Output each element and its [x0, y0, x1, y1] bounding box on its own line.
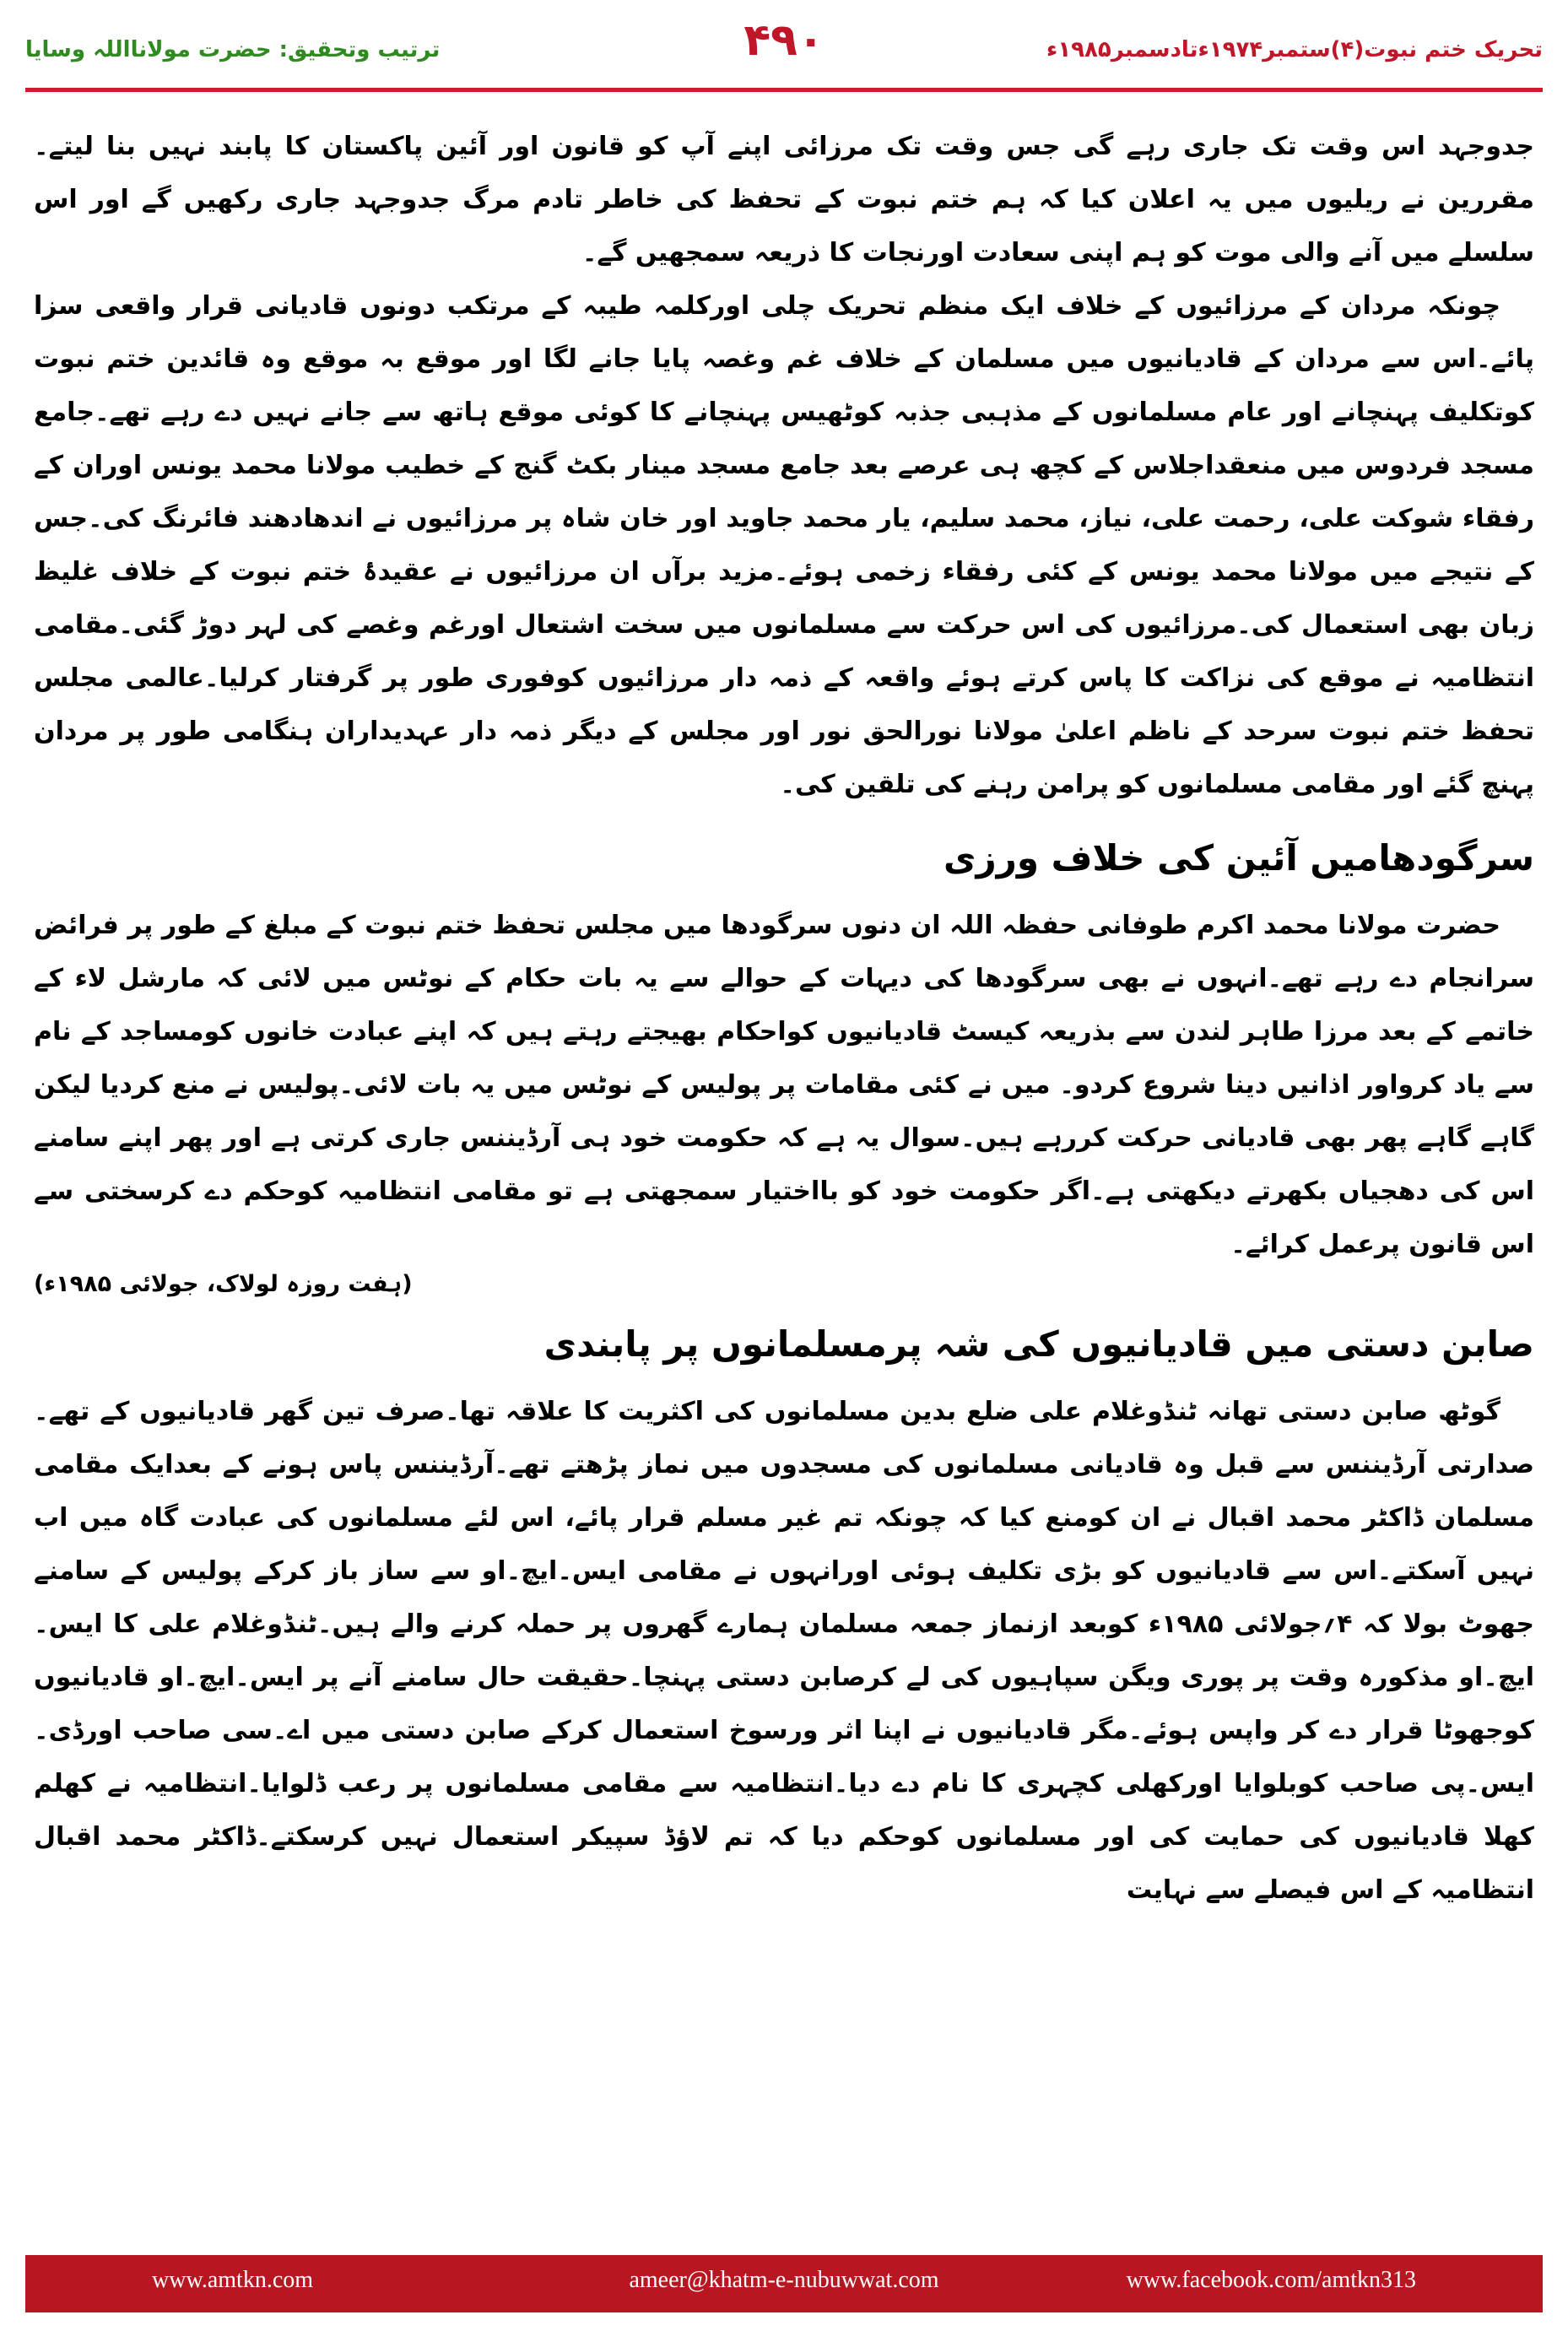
compiler-credit: ترتیب وتحقیق: حضرت مولانااللہ وسایا [25, 37, 441, 62]
paragraph-2: چونکہ مردان کے مرزائیوں کے خلاف ایک منظم تحریک چلی اورکلمہ طیبہ کے مرتکب دونوں قادیانی قرار واقعی سزا پائے۔اس سے مردان کے قادیانیوں میں مسلمان کے خلاف غم وغصہ پایا جانے لگا اور موقع بہ موقع وہ قائدین ختم نبوت کوتکلیف پہنچانے اور عام مسلمانوں کے مذہبی جذبہ کوٹھیس پہنچانے کا کوئی موقع ہاتھ سے جانے نہیں دے رہے تھے۔جامع مسجد فردوس میں منعقداجلاس کے کچھ ہی عرصے بعد جامع مسجد مینار بکٹ گنج کے خطیب مولانا محمد یونس اوران کے رفقاء شوکت علی، رحمت علی، نیاز، محمد سلیم، یار محمد جاوید اور خان شاہ پر مرزائیوں نے اندھادھند فائرنگ کی۔جس کے نتیجے میں مولانا محمد یونس کے کئی رفقاء زخمی ہوئے۔مزید برآں ان مرزائیوں نے عقیدۂ ختم نبوت کے خلاف غلیظ زبان بھی استعمال کی۔مرزائیوں کی اس حرکت سے مسلمانوں میں سخت اشتعال اورغم وغصے کی لہر دوڑ گئی۔مقامی انتظامیہ نے موقع کی نزاکت کا پاس کرتے ہوئے واقعہ کے ذمہ دار مرزائیوں کوفوری طور پر گرفتار کرلیا۔عالمی مجلس تحفظ ختم نبوت سرحد کے ناظم اعلیٰ مولانا نورالحق نور اور مجلس کے دیگر ذمہ دار عہدیداران ہنگامی طور پر مردان پہنچ گئے اور مقامی مسلمانوں کو پرامن رہنے کی تلقین کی۔ [34, 291, 1534, 799]
website-link[interactable]: www.amtkn.com [152, 2267, 314, 2293]
book-title: تحریک ختم نبوت(۴)ستمبر۱۹۷۴ءتادسمبر۱۹۸۵ء [1046, 37, 1543, 62]
page-body [34, 120, 1534, 1917]
page-header [25, 15, 1543, 93]
facebook-link[interactable]: www.facebook.com/amtkn313 [1126, 2267, 1416, 2293]
section-heading-sargodha: سرگودھامیں آئین کی خلاف ورزی [944, 837, 1534, 879]
paragraph-1: جدوجہد اس وقت تک جاری رہے گی جس وقت تک مرزائی اپنے آپ کو قانون اور آئین پاکستان کا پابند نہیں بنا لیتے۔مقررین نے ریلیوں میں یہ اعلان کیا کہ ہم ختم نبوت کے تحفظ کی خاطر تادم مرگ جدوجہد جاری رکھیں گے اور اس سلسلے میں آنے والی موت کو ہم اپنی سعادت اورنجات کا ذریعہ سمجھیں گے۔ [34, 132, 1534, 268]
citation-line [34, 1271, 1534, 1297]
header-divider [25, 88, 1543, 92]
page-footer [25, 2255, 1543, 2312]
section-heading-sabun-dasti: صابن دستی میں قادیانیوں کی شہ پرمسلمانوں پر پابندی [543, 1323, 1534, 1365]
source-citation: (ہفت روزہ لولاک، جولائی ۱۹۸۵ء) [34, 1271, 413, 1297]
paragraph-4: گوٹھ صابن دستی تھانہ ٹنڈوغلام علی ضلع بدین مسلمانوں کی اکثریت کا علاقہ تھا۔صرف تین گھر قادیانیوں کے تھے۔صدارتی آرڈیننس سے قبل وہ قادیانی مسلمانوں کی مسجدوں میں نماز پڑھتے تھے۔آرڈیننس پاس ہونے کے بعدایک مقامی مسلمان ڈاکٹر محمد اقبال نے ان کومنع کیا کہ چونکہ تم غیر مسلم قرار پائے، اس لئے مسلمانوں کی عبادت گاہ میں اب نہیں آسکتے۔اس سے قادیانیوں کو بڑی تکلیف ہوئی اورانہوں نے مقامی ایس۔ایچ۔او سے ساز باز کرکے پولیس کے سامنے جھوٹ بولا کہ ۴؍جولائی ۱۹۸۵ء کوبعد ازنماز جمعہ مسلمان ہمارے گھروں پر حملہ کرنے والے ہیں۔ٹنڈوغلام علی کا ایس۔ایچ۔او مذکورہ وقت پر پوری ویگن سپاہیوں کی لے کرصابن دستی پہنچا۔حقیقت حال سامنے آنے پر ایس۔ایچ۔او قادیانیوں کوجھوٹا قرار دے کر واپس ہوئے۔مگر قادیانیوں نے اپنا اثر ورسوخ استعمال کرکے صابن دستی میں اے۔سی صاحب اورڈی۔ایس۔پی صاحب کوبلوایا اورکھلی کچہری کا نام دے دیا۔انتظامیہ سے مقامی مسلمانوں پر رعب ڈلوایا۔انتظامیہ نے کھلم کھلا قادیانیوں کی حمایت کی اور مسلمانوں کوحکم دیا کہ تم لاؤڈ سپیکر استعمال نہیں کرسکتے۔ڈاکٹر محمد اقبال انتظامیہ کے اس فیصلے سے نہایت [34, 1397, 1534, 1905]
page-number: ۴۹۰ [743, 15, 825, 66]
email-link[interactable]: ameer@khatm-e-nubuwwat.com [629, 2267, 939, 2293]
paragraph-3: حضرت مولانا محمد اکرم طوفانی حفظہ اللہ ان دنوں سرگودھا میں مجلس تحفظ ختم نبوت کے مبلغ کے طور پر فرائض سرانجام دے رہے تھے۔انہوں نے بھی سرگودھا کی دیہات کے حوالے سے یہ بات حکام کے نوٹس میں لائی کہ مارشل لاء کے خاتمے کے بعد مرزا طاہر لندن سے بذریعہ کیسٹ قادیانیوں کواحکام بھیجتے رہتے ہیں کہ اپنے عبادت خانوں کومساجد کے نام سے یاد کرواور اذانیں دینا شروع کردو۔ میں نے کئی مقامات پر پولیس کے نوٹس میں یہ بات لائی۔پولیس نے منع کردیا لیکن گاہے گاہے پھر بھی قادیانی حرکت کررہے ہیں۔سوال یہ ہے کہ حکومت خود ہی آرڈیننس جاری کرتی ہے اور پھر اپنے سامنے اس کی دھجیاں بکھرتے دیکھتی ہے۔اگر حکومت خود کو بااختیار سمجھتی ہے تو مقامی انتظامیہ کوحکم دے کرسختی سے اس قانون پرعمل کرائے۔ [34, 911, 1534, 1259]
